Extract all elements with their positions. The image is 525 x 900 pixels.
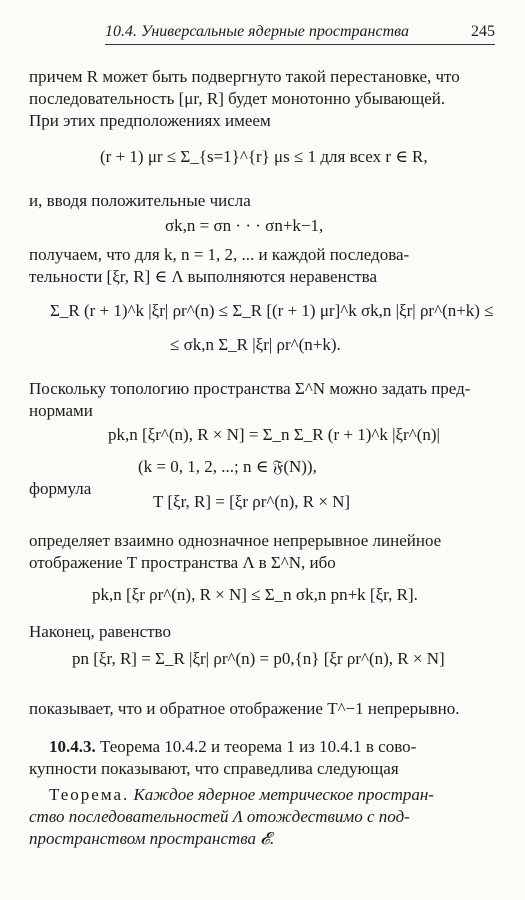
text-line: определяет взаимно однозначное непрерывное линейное [29,531,442,550]
paragraph-6: Наконец, равенство [29,622,171,641]
paragraph-1 [29,66,491,132]
equation-4b: (k = 0, 1, 2, ...; n ∈ 𝔉(N)), [138,457,317,476]
header-title: 10.4. Универсальные ядерные пространства [105,23,409,40]
paragraph-3 [29,244,491,288]
text-line: При этих предположениях имеем [29,111,271,130]
equation-6: pk,n [ξr ρr^(n), R × N] ≤ Σ_n σk,n pn+k [ξr, R]. [92,585,418,604]
text-line: причем R может быть подвергнуто такой перестановке, что [29,67,460,86]
text-line: Поскольку топологию пространства Σ^N можно задать пред- [29,379,471,398]
text-line: тельности [ξr, R] ∈ Λ выполняются неравенства [29,267,378,286]
equation-7: pn [ξr, R] = Σ_R |ξr| ρr^(n) = p0,{n} [ξr ρr^(n), R × N] [72,649,445,668]
equation-2: σk,n = σn · · · σn+k−1, [165,216,324,235]
equation-3a: Σ_R (r + 1)^k |ξr| ρr^(n) ≤ Σ_R [(r + 1) μr]^k σk,n |ξr| ρr^(n+k) ≤ [50,301,494,320]
equation-1: (r + 1) μr ≤ Σ_{s=1}^{r} μs ≤ 1 для всех r ∈ R, [100,147,428,166]
theorem-text: Каждое ядерное метрическое простран- [133,785,434,804]
section-10-4-3 [29,736,491,780]
paragraph-7: показывает, что и обратное отображение T^−1 непрерывно. [29,699,460,718]
text-line: отображение T пространства Λ в Σ^N, ибо [29,553,336,572]
text-line: пространством пространства 𝓔. [29,829,275,848]
running-header [105,18,495,45]
theorem-label: Теорема. [49,785,130,804]
equation-4a: pk,n [ξr^(n), R × N] = Σ_n Σ_R (r + 1)^k |ξr^(n)| [108,425,440,444]
text-line: ство последовательностей Λ отождествимо с под- [29,807,410,826]
section-text: Теорема 10.4.2 и теорема 1 из 10.4.1 в сово- [100,737,417,756]
formula-label: формула [29,479,92,498]
page-number: 245 [471,23,495,40]
section-number: 10.4.3. [49,737,96,756]
paragraph-2: и, вводя положительные числа [29,191,251,210]
paragraph-4 [29,378,491,422]
theorem-block [29,784,491,850]
text-line: последовательность [μr, R] будет монотонно убывающей. [29,89,446,108]
text-line: получаем, что для k, n = 1, 2, ... и каждой последова- [29,245,410,264]
text-line [29,736,491,758]
text-line: купности показывают, что справедлива следующая [29,759,399,778]
text-line [29,784,491,806]
equation-3b: ≤ σk,n Σ_R |ξr| ρr^(n+k). [170,335,341,354]
equation-5: T [ξr, R] = [ξr ρr^(n), R × N] [153,492,351,511]
paragraph-5 [29,530,491,574]
text-line: нормами [29,401,93,420]
